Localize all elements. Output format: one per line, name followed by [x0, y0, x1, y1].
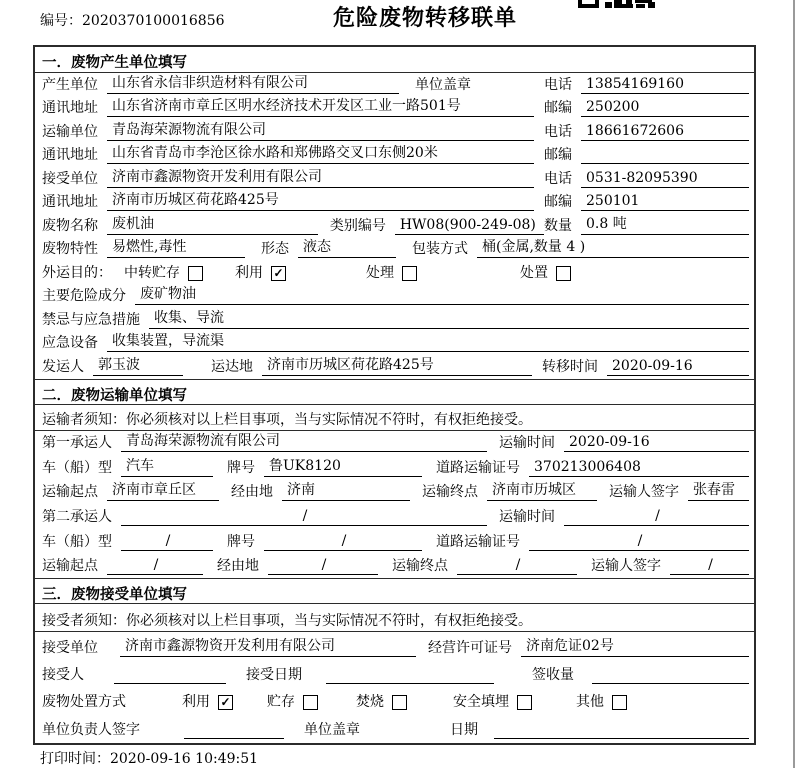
row-waste-character	[35, 238, 754, 262]
window-edge-line	[793, 0, 795, 768]
character-label: 废物特性	[42, 241, 98, 258]
checkbox-unchecked	[556, 266, 571, 281]
row-receiver-address	[35, 191, 754, 215]
option-label: 处理	[366, 264, 394, 281]
row-vehicle1	[35, 455, 754, 480]
option-label: 利用	[235, 264, 263, 281]
vehicle1-value: 汽车	[121, 455, 213, 477]
disposal-option	[356, 691, 407, 711]
endpoint-label: 运输终点	[422, 484, 478, 501]
endpoint1-value: 济南市历城区	[487, 479, 597, 501]
via2-value: /	[268, 557, 378, 575]
hazard-label: 主要危险成分	[42, 288, 126, 305]
phone-label: 电话	[544, 170, 572, 187]
qty-group	[544, 213, 749, 235]
waste-name-label: 废物名称	[42, 217, 98, 234]
manifest-form	[33, 45, 756, 745]
carrier1-label: 第一承运人	[42, 435, 112, 452]
transporter-address-value: 山东省青岛市李沧区徐水路和郑佛路交叉口东侧20米	[107, 142, 534, 164]
transport-time-label: 运输时间	[499, 509, 555, 526]
phone-group	[544, 168, 749, 188]
transporter-sign1-value: 张春雷	[688, 479, 749, 501]
checkbox-unchecked	[303, 695, 318, 710]
disposal-option	[453, 691, 532, 711]
serial-number: 2020370100016856	[82, 13, 225, 29]
address-label: 通讯地址	[42, 147, 98, 164]
via-label: 经由地	[217, 558, 259, 575]
row-route1	[35, 480, 754, 505]
unit-seal-label: 单位盖章	[415, 76, 471, 93]
option-label: 其他	[576, 694, 604, 711]
row-taboo	[35, 308, 754, 332]
qr-code-fragment-icon	[578, 0, 656, 9]
transfer-time-label: 转移时间	[542, 358, 598, 375]
section2-header: 二．废物运输单位填写	[35, 379, 754, 405]
serial-label: 编号：	[40, 13, 82, 29]
purpose-option	[520, 262, 571, 282]
option-label: 利用	[182, 694, 210, 711]
license-value: 济南危证02号	[521, 635, 749, 657]
row-carrier2	[35, 504, 754, 529]
transporter-phone-value: 18661672606	[581, 123, 749, 141]
amount-label: 签收量	[532, 667, 574, 684]
receiver-label: 接受单位	[42, 170, 98, 187]
qty-label: 数量	[544, 217, 572, 234]
plate2-value: /	[264, 533, 422, 551]
disposal-option	[182, 691, 233, 711]
form-label: 形态	[261, 241, 289, 258]
endpoint-label: 运输终点	[392, 558, 448, 575]
qty-value: 0.8 吨	[581, 213, 749, 235]
transport-time-label: 运输时间	[499, 435, 555, 452]
row-producer	[35, 73, 754, 97]
row-carrier1	[35, 431, 754, 456]
date-label: 日期	[450, 721, 478, 738]
row-transporter-address	[35, 144, 754, 168]
license-label: 经营许可证号	[428, 639, 512, 656]
checkbox-unchecked	[402, 266, 417, 281]
destination-value: 济南市历城区荷花路425号	[262, 354, 532, 376]
taboo-value: 收集、导流	[149, 307, 749, 329]
form-value: 液态	[298, 236, 396, 258]
plate1-value: 鲁UK8120	[264, 455, 422, 477]
via-label: 经由地	[231, 484, 273, 501]
receiver-notice: 接受者须知：你必须核对以上栏目事项，当与实际情况不符时，有权拒绝接受。	[35, 604, 754, 632]
consignor-label: 发运人	[42, 358, 84, 375]
serial	[40, 10, 225, 30]
phone-group	[544, 121, 749, 141]
via1-value: 济南	[282, 479, 410, 501]
packing-label: 包装方式	[412, 241, 468, 258]
receiver-phone-value: 0531-82095390	[581, 170, 749, 188]
option-label: 贮存	[267, 694, 295, 711]
check-mark: ✓	[273, 265, 284, 280]
acceptor-value	[114, 667, 226, 684]
category-label: 类别编号	[329, 217, 386, 234]
row-route2	[35, 554, 754, 579]
receive-unit-value: 济南市鑫源物资开发利用有限公司	[120, 635, 416, 657]
phone-label: 电话	[544, 123, 572, 140]
purpose-option	[235, 262, 286, 282]
origin1-value: 济南市章丘区	[107, 479, 219, 501]
category-value: HW08(900-249-08)	[395, 217, 544, 235]
taboo-label: 禁忌与应急措施	[42, 311, 140, 328]
phone-group	[544, 74, 749, 94]
section3-header: 三．废物接受单位填写	[35, 578, 754, 604]
transport-time1-value: 2020-09-16	[564, 434, 749, 452]
row-vehicle2	[35, 529, 754, 554]
transporter-value: 青岛海荣源物流有限公司	[107, 119, 534, 141]
checkbox-unchecked	[392, 695, 407, 710]
vehicle-type-label: 车（船）型	[42, 459, 112, 476]
row-transporter	[35, 120, 754, 144]
equipment-label: 应急设备	[42, 335, 98, 352]
consignor-value: 郭玉波	[93, 354, 183, 376]
option-label: 处置	[520, 264, 548, 281]
checkbox-checked	[218, 695, 233, 710]
carrier2-value: /	[121, 508, 487, 526]
print-time	[40, 748, 258, 768]
plate-label: 牌号	[227, 533, 255, 550]
zip-group	[544, 144, 749, 164]
head-sign-label: 单位负责人签字	[42, 721, 140, 738]
purpose-option	[124, 262, 203, 282]
road-permit2-value: /	[529, 533, 749, 551]
row-head-signature	[35, 714, 754, 741]
carrier2-label: 第二承运人	[42, 509, 112, 526]
row-emergency-equipment	[35, 332, 754, 356]
doc-title: 危险废物转移联单	[333, 5, 518, 31]
vehicle2-value: /	[121, 533, 213, 551]
receiver-value: 济南市鑫源物资开发利用有限公司	[107, 166, 534, 188]
check-mark: ✓	[220, 695, 231, 710]
producer-value: 山东省永信非织造材料有限公司	[107, 72, 399, 94]
zip-label: 邮编	[544, 147, 572, 164]
receiver-address-value: 济南市历城区荷花路425号	[107, 189, 534, 211]
producer-phone-value: 13854169160	[581, 76, 749, 94]
disposal-label: 废物处置方式	[42, 694, 126, 711]
producer-label: 产生单位	[42, 76, 98, 93]
disposal-option	[267, 691, 318, 711]
unit-seal-label: 单位盖章	[304, 721, 360, 738]
print-time-label: 打印时间：	[40, 751, 110, 767]
destination-label: 运达地	[211, 358, 253, 375]
checkbox-unchecked	[612, 695, 627, 710]
transporter-sign-label: 运输人签字	[591, 558, 661, 575]
date-value	[494, 722, 749, 739]
vehicle-type-label: 车（船）型	[42, 533, 112, 550]
endpoint2-value: /	[457, 557, 577, 575]
row-consignor	[35, 355, 754, 379]
purpose-label: 外运目的：	[42, 264, 112, 281]
checkbox-checked	[271, 266, 286, 281]
section1-header: 一．废物产生单位填写	[35, 47, 754, 73]
row-acceptor	[35, 660, 754, 687]
road-permit-label: 道路运输证号	[436, 459, 520, 476]
transporter-notice: 运输者须知：你必须核对以上栏目事项，当与实际情况不符时，有权拒绝接受。	[35, 405, 754, 431]
accept-date-value	[326, 667, 494, 684]
waste-name-value: 废机油	[107, 213, 318, 235]
accept-date-label: 接受日期	[246, 667, 302, 684]
zip-label: 邮编	[544, 194, 572, 211]
transporter-sign-label: 运输人签字	[609, 484, 679, 501]
checkbox-unchecked	[188, 266, 203, 281]
receiver-zip-value: 250101	[581, 193, 749, 211]
origin2-value: /	[107, 557, 203, 575]
phone-label: 电话	[544, 76, 572, 93]
origin-label: 运输起点	[42, 558, 98, 575]
character-value: 易燃性,毒性	[107, 236, 245, 258]
option-label: 焚烧	[356, 694, 384, 711]
row-waste-name	[35, 214, 754, 238]
print-time-value: 2020-09-16 10:49:51	[110, 751, 259, 767]
option-label: 中转贮存	[124, 264, 180, 281]
disposal-option	[576, 691, 627, 711]
transporter-zip-value	[581, 147, 749, 164]
address-label: 通讯地址	[42, 100, 98, 117]
producer-address-value: 山东省济南市章丘区明水经济技术开发区工业一路501号	[107, 95, 534, 117]
zip-label: 邮编	[544, 100, 572, 117]
row-receive-unit	[35, 632, 754, 659]
row-producer-address	[35, 97, 754, 121]
row-hazard	[35, 285, 754, 309]
plate-label: 牌号	[227, 459, 255, 476]
transporter-sign2-value: /	[670, 557, 749, 575]
row-receiver	[35, 167, 754, 191]
address-label: 通讯地址	[42, 194, 98, 211]
acceptor-label: 接受人	[42, 667, 84, 684]
hazard-value: 废矿物油	[135, 283, 749, 305]
zip-group	[544, 191, 749, 211]
transporter-label: 运输单位	[42, 123, 98, 140]
equipment-value: 收集装置，导流渠	[107, 330, 749, 352]
producer-zip-value: 250200	[581, 99, 749, 117]
row-disposal-method	[35, 687, 754, 714]
row-transfer-purpose	[35, 261, 754, 285]
zip-group	[544, 97, 749, 117]
purpose-option	[366, 262, 417, 282]
transfer-time-value: 2020-09-16	[607, 358, 749, 376]
checkbox-unchecked	[517, 695, 532, 710]
head-sign-value	[184, 722, 284, 739]
origin-label: 运输起点	[42, 484, 98, 501]
option-label: 安全填埋	[453, 694, 509, 711]
transport-time2-value: /	[564, 508, 749, 526]
road-permit-label: 道路运输证号	[436, 533, 520, 550]
packing-value: 桶(金属,数量 4 )	[477, 236, 749, 258]
amount-value	[592, 667, 749, 684]
road-permit1-value: 370213006408	[529, 459, 749, 477]
carrier1-value: 青岛海荣源物流有限公司	[121, 430, 487, 452]
receive-unit-label: 接受单位	[42, 639, 98, 656]
